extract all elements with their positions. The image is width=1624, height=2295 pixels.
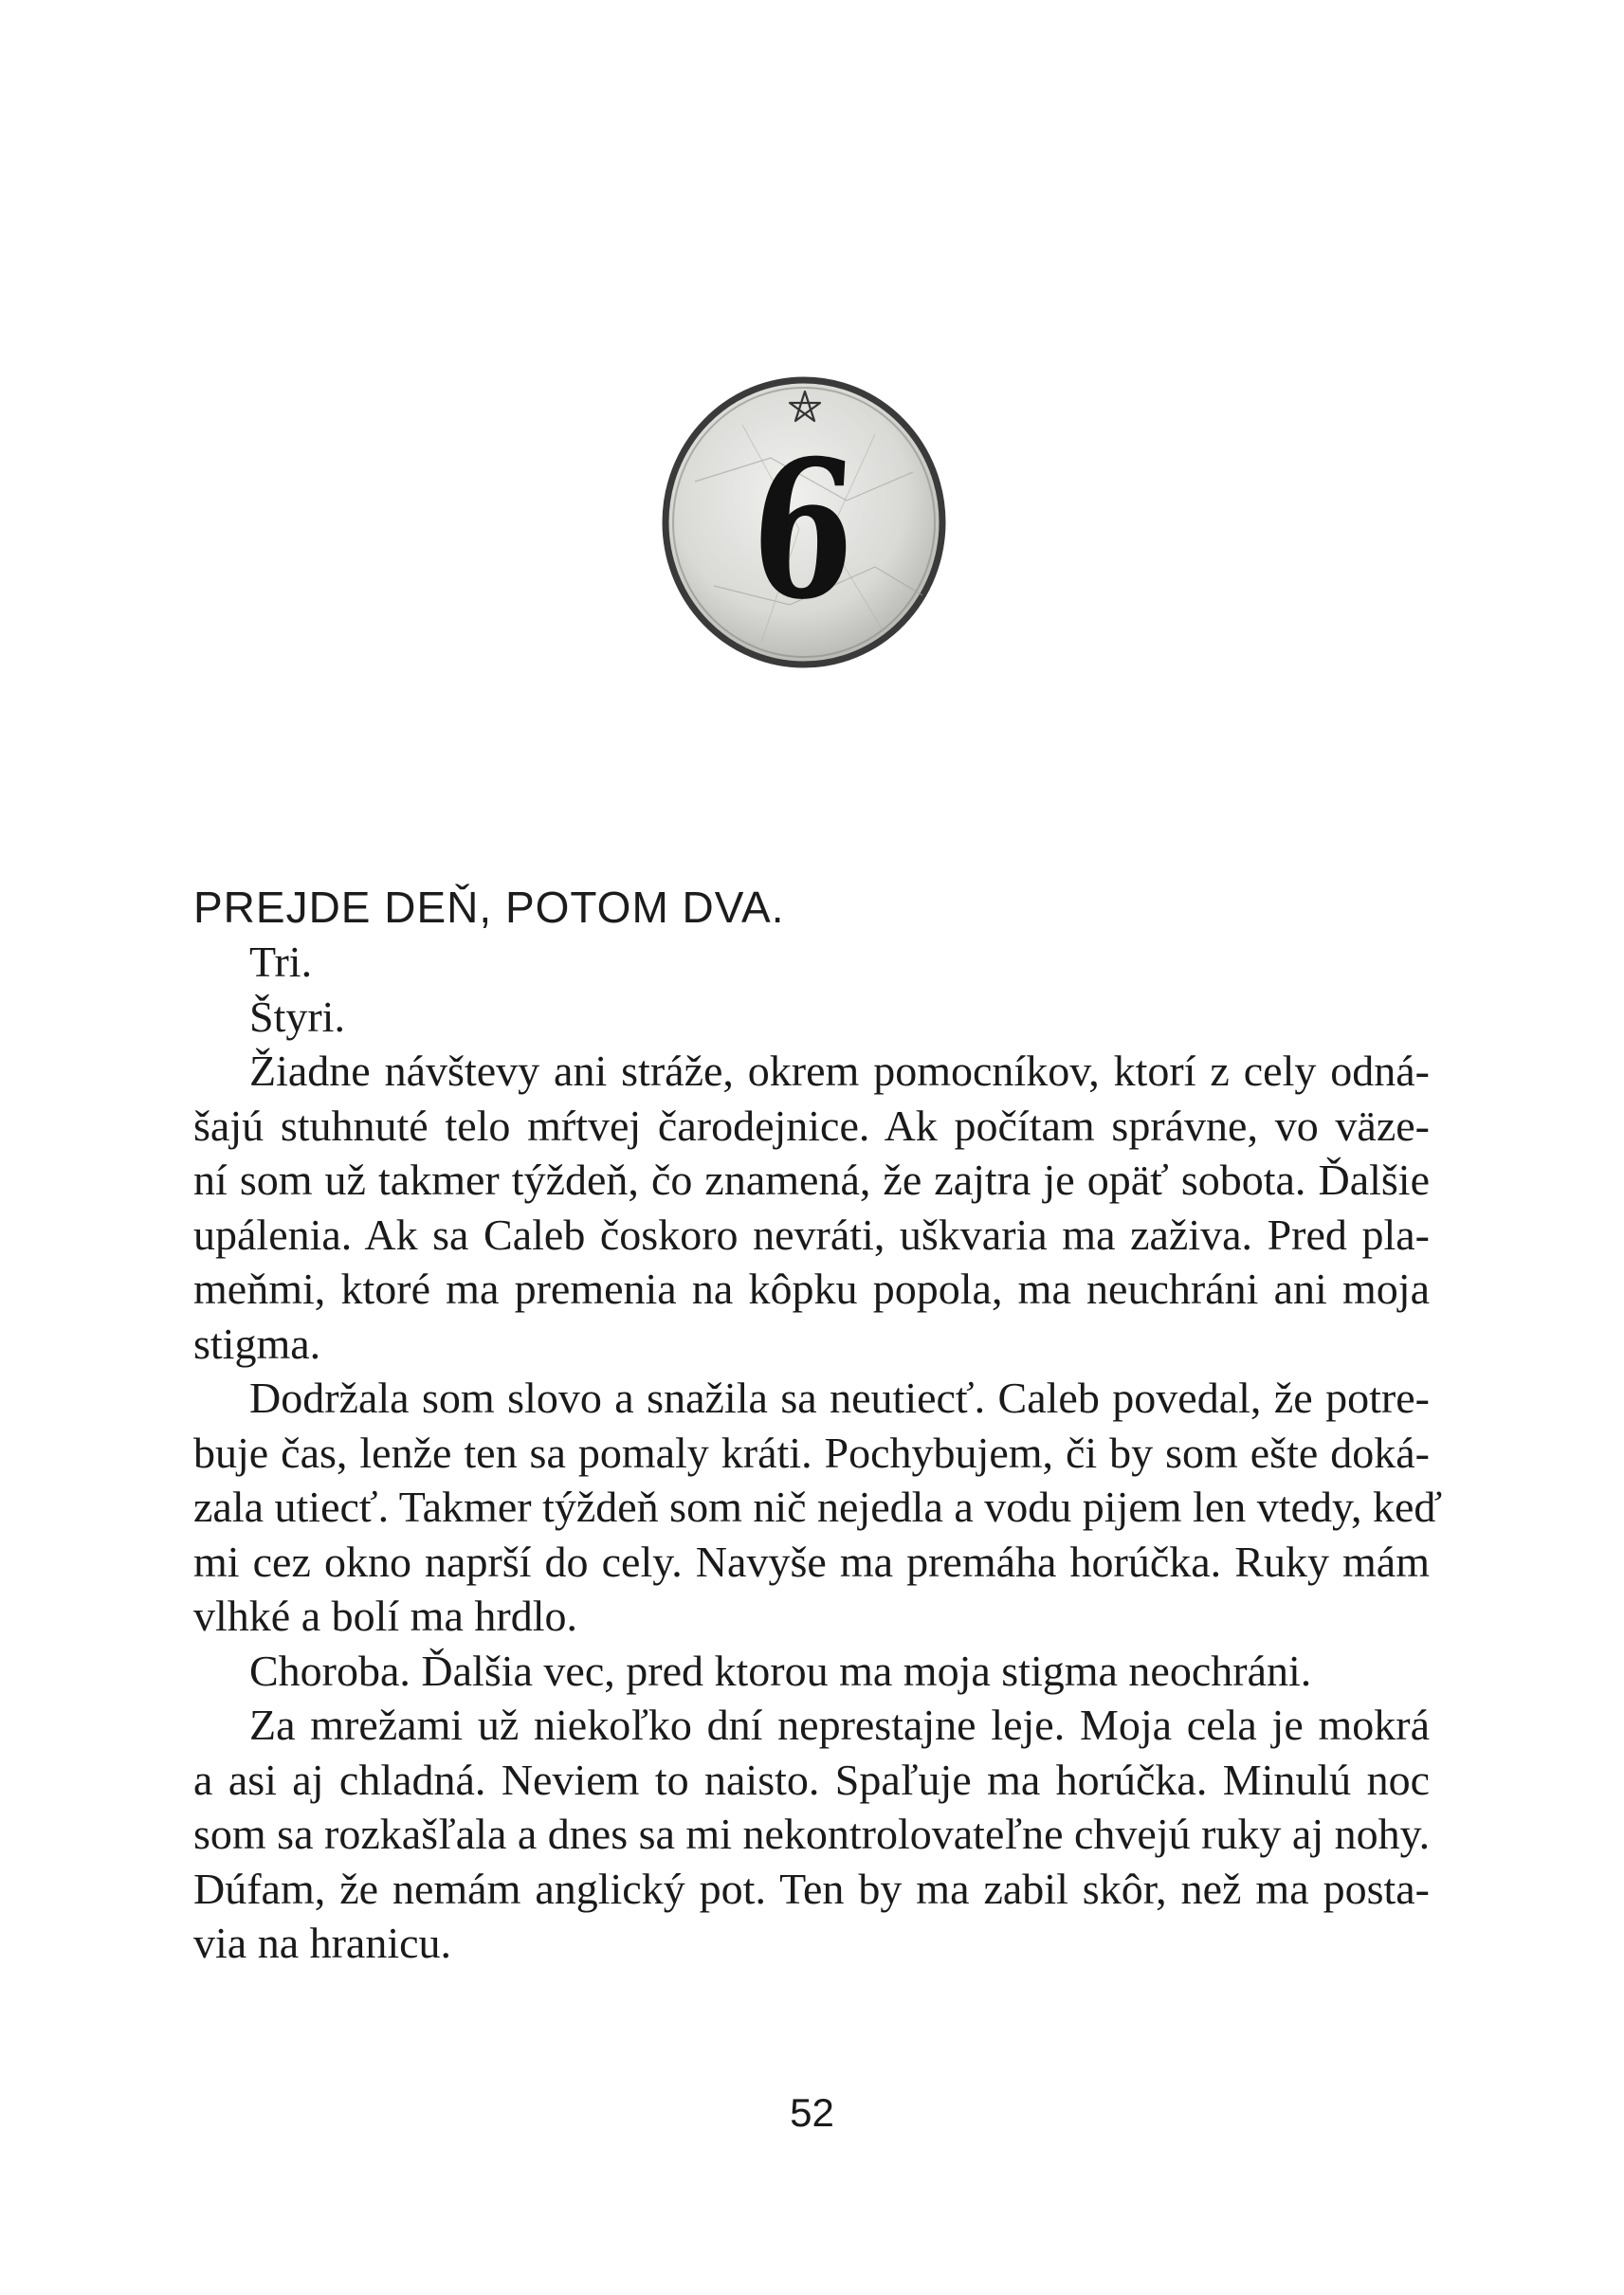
text-line: Tri.	[249, 938, 313, 986]
chapter-opening-line: PREJDE DEŇ, POTOM DVA.	[193, 883, 785, 932]
paragraph	[193, 935, 1430, 990]
chapter-text	[193, 880, 1443, 1971]
text-line: ní som už takmer týždeň, čo znamená, že zajtra je opäť sobota. Ďalšie	[193, 1156, 1430, 1204]
text-line: upálenia. Ak sa Caleb čoskoro nevráti, uškvaria ma zaživa. Pred pla-	[193, 1210, 1430, 1259]
text-line: Za mrežami už niekoľko dní neprestajne leje. Moja cela je mokrá	[249, 1701, 1430, 1749]
paragraph	[193, 1371, 1443, 1644]
text-line: zala utiecť. Takmer týždeň som nič nejedla a vodu pijem len vtedy, keď	[193, 1483, 1443, 1531]
text-line: vlhké a bolí ma hrdlo.	[193, 1592, 577, 1640]
paragraph	[193, 990, 1430, 1045]
text-line: Žiadne návštevy ani stráže, okrem pomocníkov, ktorí z cely odná-	[249, 1047, 1430, 1095]
text-line: Štyri.	[249, 992, 345, 1041]
text-line: via na hranicu.	[193, 1919, 452, 1967]
text-line: som sa rozkašľala a dnes sa mi nekontrolovateľne chvejú ruky aj nohy.	[193, 1810, 1431, 1858]
text-line: šajú stuhnuté telo mŕtvej čarodejnice. Ak počítam správne, vo väze-	[193, 1101, 1430, 1150]
text-line: a asi aj chladná. Neviem to naisto. Spaľuje ma horúčka. Minulú noc	[193, 1755, 1430, 1804]
text-line: Dúfam, že nemám anglický pot. Ten by ma zabil skôr, než ma posta-	[193, 1864, 1430, 1913]
paragraph	[193, 1698, 1430, 1971]
text-line: buje čas, lenže ten sa pomaly kráti. Pochybujem, či by som ešte doká-	[193, 1428, 1430, 1477]
text-line: mi cez okno naprší do cely. Navyše ma premáha horúčka. Ruky mám	[193, 1537, 1430, 1586]
text-line: stigma.	[193, 1319, 321, 1368]
text-line: Choroba. Ďalšia vec, pred ktorou ma moja stigma neochráni.	[249, 1646, 1312, 1695]
paragraph	[193, 1644, 1430, 1699]
paragraph	[193, 1044, 1430, 1371]
page-number: 52	[790, 2090, 834, 2135]
text-line: meňmi, ktoré ma premenia na kôpku popola, ma neuchráni ani moja	[193, 1265, 1430, 1313]
text-line: Dodržala som slovo a snažila sa neutiecť. Caleb povedal, že potre-	[249, 1374, 1430, 1422]
chapter-number: 6	[745, 419, 862, 642]
